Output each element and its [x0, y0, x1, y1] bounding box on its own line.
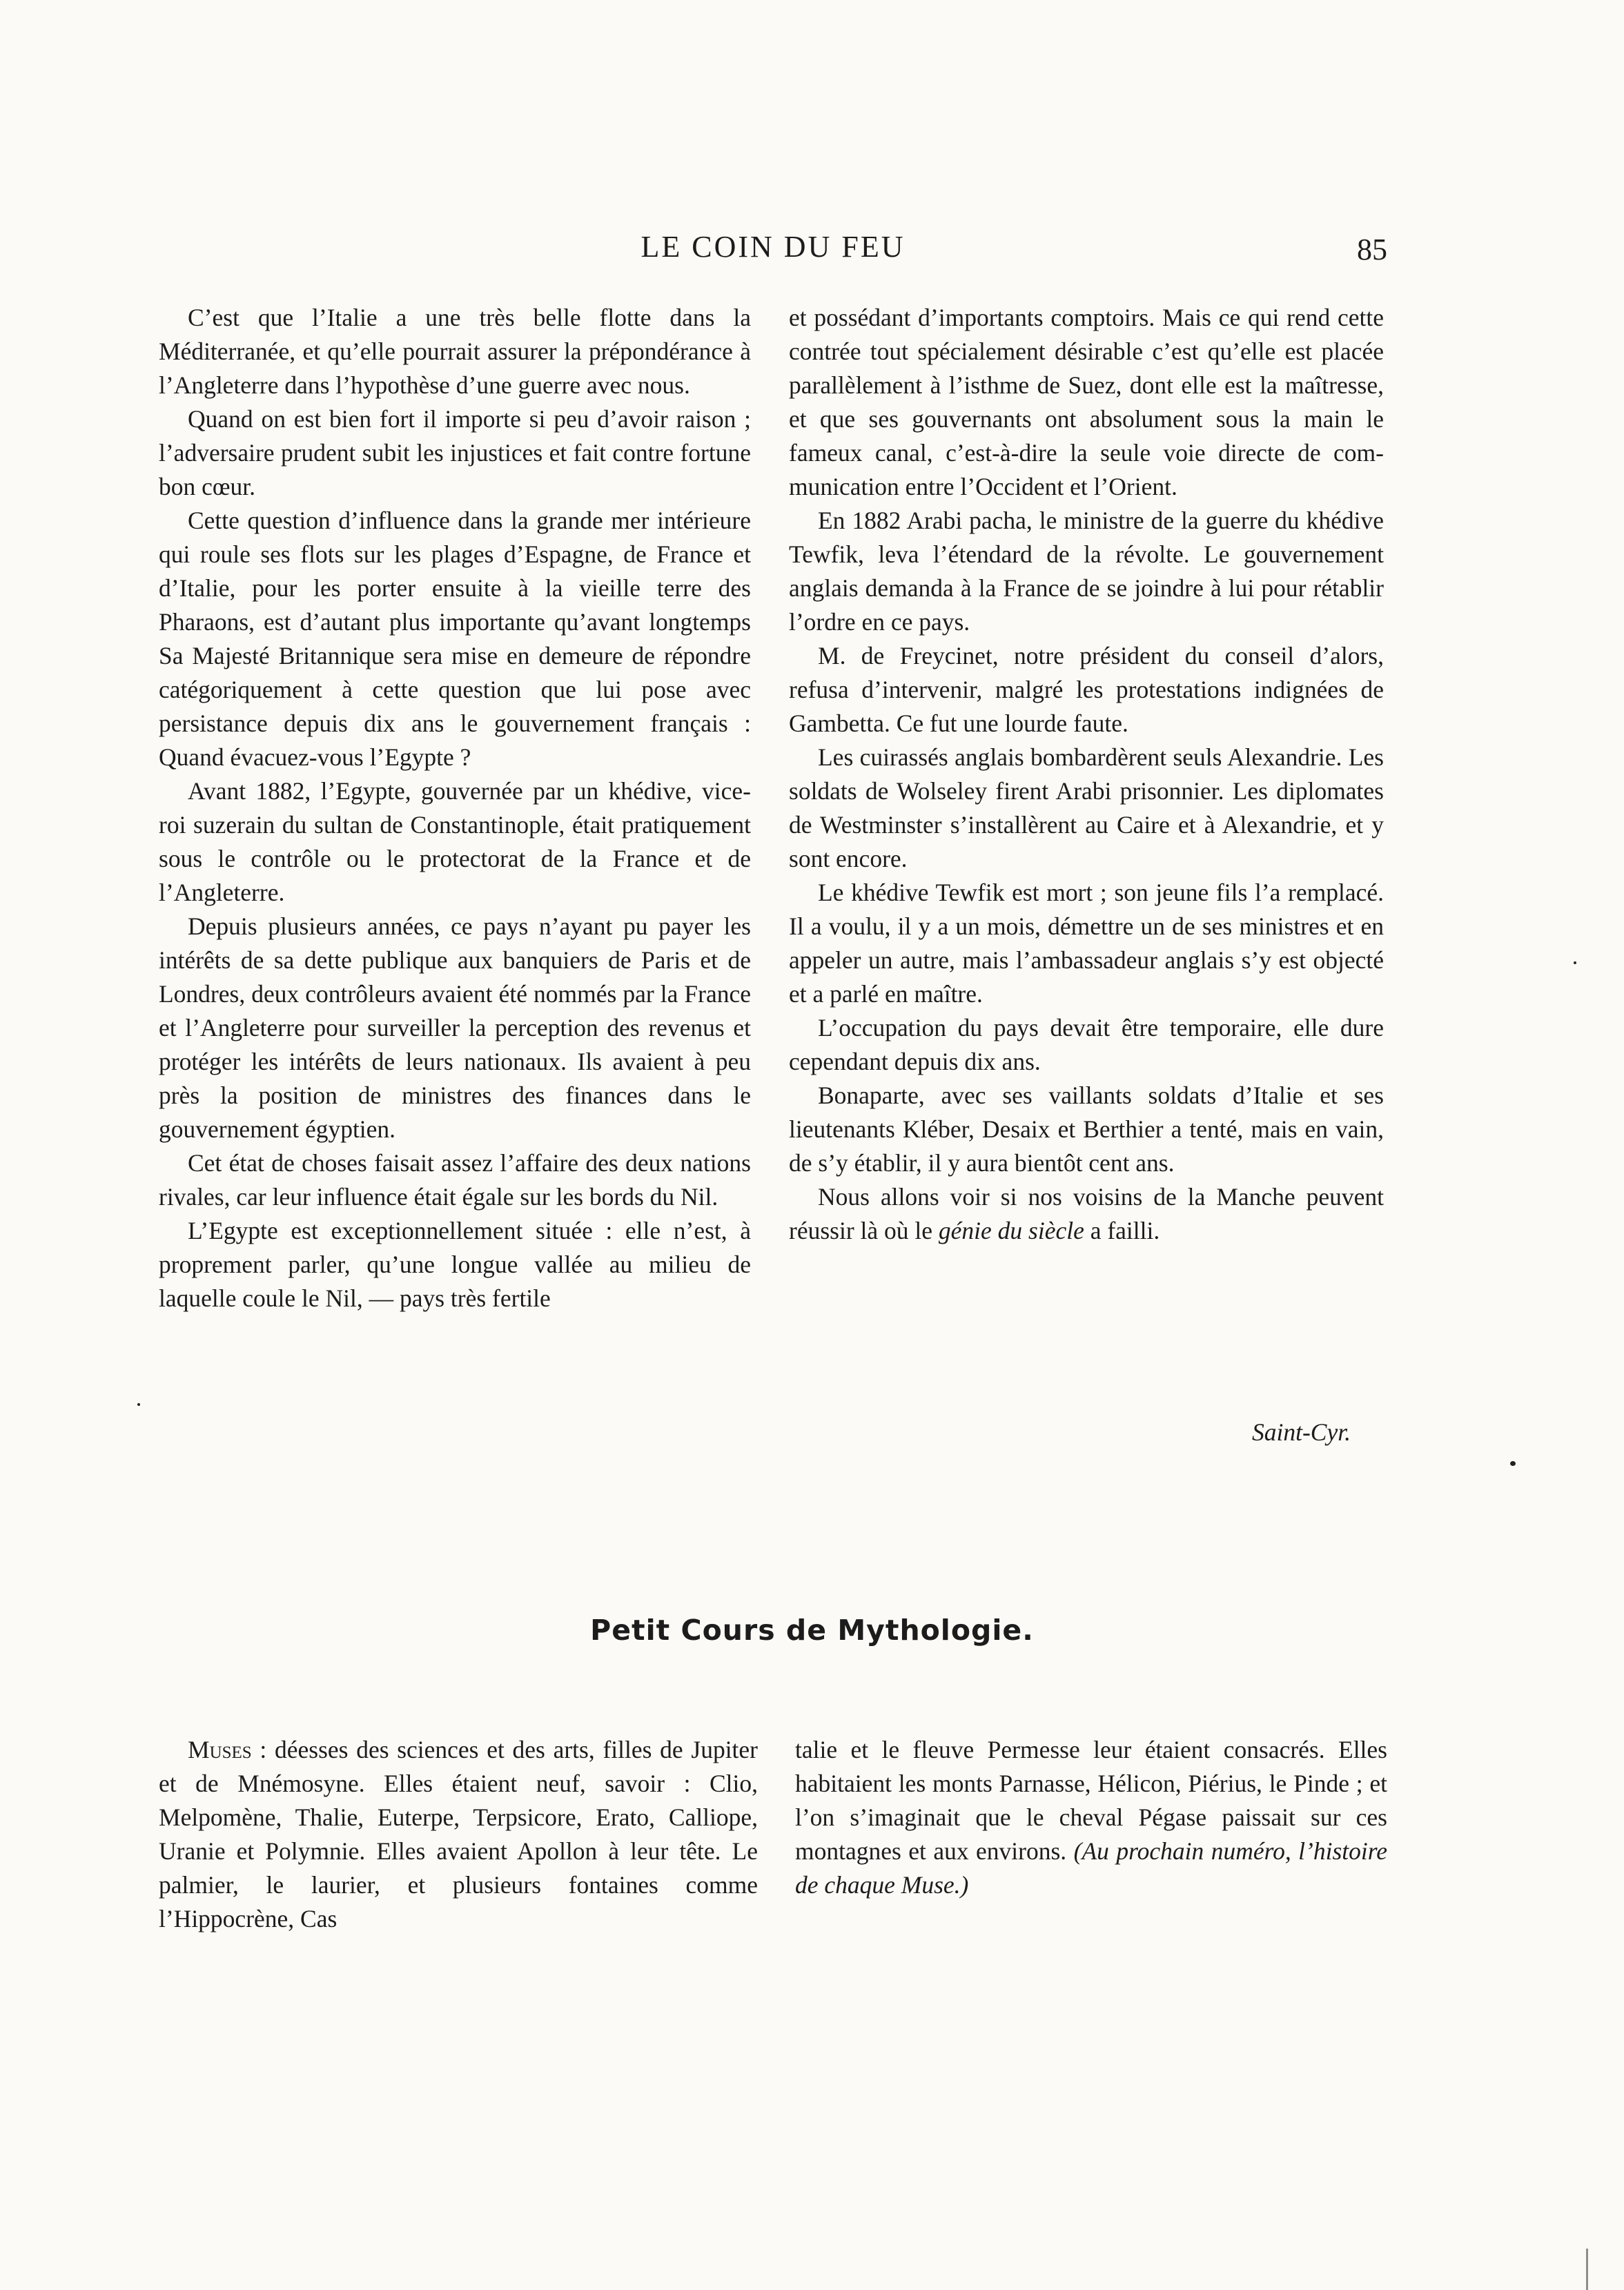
article-column-right — [789, 301, 1384, 1248]
paragraph: Bonaparte, avec ses vaillants soldats d’Italie et ses lieutenants Kléber, Desaix et Berthier a tenté, mais en vain, de s’y établir, il y aura bientôt cent ans. — [789, 1082, 1384, 1177]
author-signature: Saint-Cyr. — [1252, 1418, 1351, 1446]
paragraph: Les cuirassés anglais bombardèrent seuls Alexandrie. Les soldats de Wolseley firent Arabi prisonnier. Les diplomates de Westminster s’installèrent au Caire et à Alexandrie, et y sont encore. — [789, 743, 1384, 872]
paragraph-last — [789, 1180, 1384, 1248]
article-column-left — [159, 301, 751, 1315]
page-header — [159, 229, 1387, 271]
page-number: 85 — [1357, 233, 1387, 266]
scan-edge-mark — [1586, 2249, 1624, 2290]
paragraph: En 1882 Arabi pacha, le ministre de la guerre du khédive Tewfik, leva l’étendard de la révolte. Le gouvernement anglais demanda à la France de se joindre à lui pour rétablir l’ordre en ce pays. — [789, 507, 1384, 636]
text-run: a failli. — [1084, 1217, 1160, 1244]
paragraph: Cette question d’influence dans la grande mer intérieure qui roule ses flots sur les plages d’Espagne, de France et d’Italie, pour les porter ensuite à la vieille terre des Pharaons, est d’autant plus importante qu’avant longtemps Sa Majesté Britannique sera mise en demeure de répondre catégoriquement à cette question que lui pose avec persistance depuis dix ans le gouvernement français : Quand évacuez-vous l’Egypte ? — [159, 507, 751, 771]
italic-phrase: génie du siècle — [938, 1217, 1084, 1244]
mythology-column-left — [159, 1733, 758, 1936]
paragraph: M. de Freycinet, notre président du conseil d’alors, refusa d’intervenir, malgré les protestations indignées de Gambetta. Ce fut une lourde faute. — [789, 642, 1384, 737]
text-run: : déesses des sciences et des arts, filles de Jupiter et de Mnémosyne. Elles étaient neuf, savoir : Clio, Melpomène, Thalie, Euterpe, Terpsicore, Erato, Calliope, Uranie et Polymnie. Elles avaient Apollon à leur tête. Le palmier, le laurier, et plusieurs fontaines comme l’Hippocrène, Cas — [159, 1736, 758, 1932]
lead-word: Muses — [188, 1736, 252, 1763]
paragraph: Depuis plusieurs années, ce pays n’ayant pu payer les intérêts de sa dette publique aux banquiers de Paris et de Londres, deux contrôleurs avaient été nommés par la France et l’Angleterre pour surveiller la perception des revenus et protéger les intérêts de leurs nationaux. Ils avaient à peu près la position de ministres des finances dans le gouvernement égyptien. — [159, 912, 751, 1143]
scan-speck — [137, 1403, 140, 1406]
paragraph: Avant 1882, l’Egypte, gouvernée par un khédive, vice-roi suzerain du sultan de Constantinople, était pratiquement sous le contrôle ou le protectorat de la France et de l’Angleterre. — [159, 777, 751, 906]
paragraph: Cet état de choses faisait assez l’affaire des deux nations rivales, car leur influence était égale sur les bords du Nil. — [159, 1149, 751, 1211]
paragraph: C’est que l’Italie a une très belle flotte dans la Méditerranée, et qu’elle pourrait assurer la prépondérance à l’Angleterre dans l’hypothèse d’une guerre avec nous. — [159, 304, 751, 399]
scan-speck — [1574, 961, 1576, 964]
text-run: talie et le fleuve Permesse leur étaient consacrés. Elles habitaient les monts Parnasse, Hélicon, Piérius, le Pinde ; et l’on s’imaginait que le cheval Pégase paissait sur ces montagnes et aux environs. — [795, 1736, 1387, 1865]
paragraph: Quand on est bien fort il importe si peu d’avoir raison ; l’adversaire prudent subit les injustices et fait contre fortune bon cœur. — [159, 405, 751, 500]
section-title: Petit Cours de Mythologie. — [590, 1614, 1034, 1647]
paragraph: Le khédive Tewfik est mort ; son jeune fils l’a remplacé. Il a voulu, il y a un mois, démettre un de ses ministres et en appeler un autre, mais l’ambassadeur anglais s’y est objecté et a parlé en maître. — [789, 879, 1384, 1008]
running-title: LE COIN DU FEU — [640, 230, 906, 264]
paragraph: L’occupation du pays devait être temporaire, elle dure cependant depuis dix ans. — [789, 1014, 1384, 1075]
scan-speck — [1510, 1461, 1516, 1466]
editor-note: (Au prochain numéro, l’histoire de chaque Muse.) — [795, 1837, 1388, 1899]
paragraph — [795, 1733, 1387, 1902]
paragraph — [159, 1733, 758, 1936]
text-run: Nous allons voir si nos voisins de la Manche peuvent réussir là où le — [789, 1183, 1384, 1244]
paragraph: L’Egypte est exceptionnellement située : elle n’est, à proprement parler, qu’une longue vallée au milieu de laquelle coule le Nil, — pays très fertile — [159, 1217, 751, 1312]
paragraph: et possédant d’importants comptoirs. Mais ce qui rend cette contrée tout spécialement désirable c’est qu’elle est placée parallèlement à l’isthme de Suez, dont elle est la maîtresse, et que ses gouvernants ont absolument sous la main le fameux canal, c’est-à-dire la seule voie directe de communication entre l’Occident et l’Orient. — [789, 304, 1384, 500]
mythology-column-right — [795, 1733, 1387, 1902]
